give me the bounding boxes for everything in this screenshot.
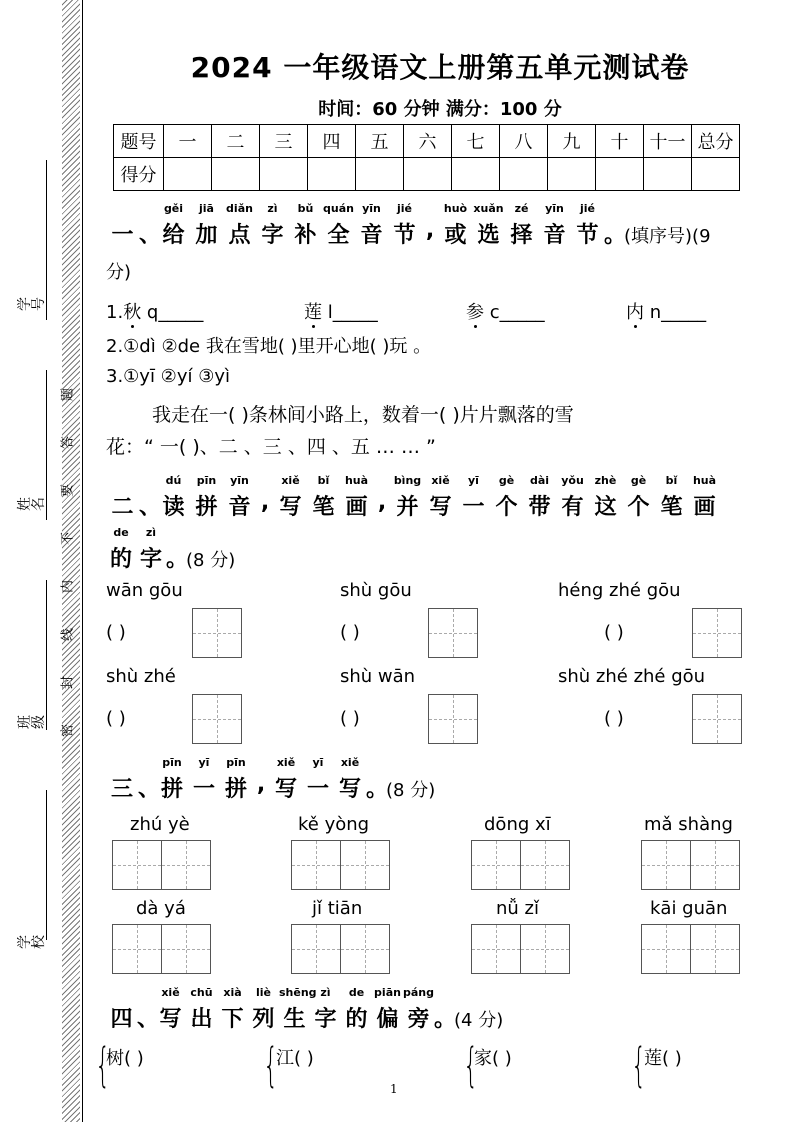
title-char: 一: [462, 495, 485, 520]
title-char: 或: [444, 223, 467, 248]
dotted-char: 秋: [123, 298, 141, 324]
pinyin-annotation: de: [113, 526, 129, 539]
title-char: 旁: [407, 1007, 430, 1032]
radical-item: 树( ): [106, 1048, 144, 1069]
title-tail: (填序号)(9: [624, 226, 711, 247]
title-char: 个: [495, 495, 518, 520]
score-header-cell: 十: [596, 125, 644, 158]
title-char: 拼: [160, 777, 183, 802]
student-id-label: 学号: [17, 297, 47, 311]
title-char: 。: [366, 777, 389, 802]
dotted-char: 内: [626, 298, 644, 324]
paren-blank[interactable]: ( ): [604, 708, 624, 729]
title-char: 、: [137, 1007, 160, 1032]
pinyin-annotation: yǒu: [561, 474, 584, 487]
page-number: 1: [390, 1082, 398, 1096]
brace: {: [95, 1038, 110, 1092]
writing-grid[interactable]: [690, 924, 740, 974]
title-char: 音: [543, 223, 566, 248]
writing-grid[interactable]: [112, 924, 162, 974]
pinyin-annotation: pīn: [196, 474, 217, 487]
title-char: 二: [111, 495, 134, 520]
title-char: 字: [261, 223, 284, 248]
title-char: 。: [434, 1007, 457, 1032]
score-header-cell: 七: [452, 125, 500, 158]
radical-item: 江( ): [276, 1048, 314, 1069]
paren-blank[interactable]: ( ): [340, 622, 360, 643]
pinyin-annotation: gěi: [163, 202, 184, 215]
title-char: 拼: [195, 495, 218, 520]
writing-grid[interactable]: [471, 840, 521, 890]
pinyin-word: kě yòng: [298, 814, 370, 835]
radical-item: 莲( ): [644, 1048, 682, 1069]
radical-item: 家( ): [474, 1048, 512, 1069]
paren-blank[interactable]: ( ): [106, 622, 126, 643]
score-header-cell: 三: [260, 125, 308, 158]
score-cell[interactable]: [548, 158, 596, 191]
score-header-cell: 八: [500, 125, 548, 158]
title-char: 写: [279, 495, 302, 520]
seal-char: 封: [60, 676, 76, 690]
exam-meta: 时间：60 分钟 满分：100 分: [318, 99, 562, 120]
title-char: 。: [166, 547, 189, 572]
pinyin-annotation: xiě: [281, 474, 300, 487]
pinyin-word: kāi guān: [650, 898, 728, 919]
title-char: 选: [477, 223, 500, 248]
writing-grid[interactable]: [192, 694, 242, 744]
title-char: 的: [345, 1007, 368, 1032]
score-cell[interactable]: [644, 158, 692, 191]
score-cell[interactable]: [404, 158, 452, 191]
pinyin-annotation: dài: [529, 474, 550, 487]
writing-grid[interactable]: [161, 924, 211, 974]
title-char: 写: [338, 777, 361, 802]
title-char: 写: [429, 495, 452, 520]
pinyin-annotation: quán: [323, 202, 354, 215]
title-char: 点: [228, 223, 251, 248]
score-cell[interactable]: [260, 158, 308, 191]
s1-q3-line2: 花：“ 一( )、二 、三 、四 、五 … … ”: [106, 436, 436, 458]
title-char: 列: [252, 1007, 275, 1032]
score-header-cell: 五: [356, 125, 404, 158]
writing-grid[interactable]: [291, 924, 341, 974]
school-line: [46, 790, 47, 940]
title-char: 一: [306, 777, 329, 802]
writing-grid[interactable]: [291, 840, 341, 890]
score-header-cell: 题号: [114, 125, 164, 158]
seal-char: 要: [60, 484, 76, 498]
title-char: 字: [314, 1007, 337, 1032]
pinyin-annotation: bìng: [393, 474, 422, 487]
pinyin-annotation: yīn: [230, 474, 249, 487]
pinyin-annotation: yī: [312, 756, 324, 769]
writing-grid[interactable]: [692, 694, 742, 744]
s1-q1-item: 1.秋 q_____: [106, 298, 203, 324]
title-char: 补: [294, 223, 317, 248]
pinyin-annotation: bǔ: [297, 202, 314, 215]
pinyin-annotation: jié: [579, 202, 595, 215]
title-char: 节: [393, 223, 416, 248]
s1-q1-item: 内 n_____: [626, 298, 706, 324]
pinyin-annotation: huò: [443, 202, 468, 215]
pinyin-annotation: xiě: [340, 756, 360, 769]
score-header-cell: 总分: [692, 125, 740, 158]
score-cell[interactable]: [212, 158, 260, 191]
pinyin-word: zhú yè: [130, 814, 190, 835]
pinyin-annotation: yī: [198, 756, 210, 769]
pinyin-annotation: jiā: [199, 202, 214, 215]
pinyin-annotation: xiě: [431, 474, 450, 487]
title-char: 。: [604, 223, 627, 248]
pinyin-annotation: xuǎn: [473, 202, 504, 215]
writing-grid[interactable]: [641, 840, 691, 890]
section-2-title-line2: [106, 526, 406, 576]
title-char: 有: [561, 495, 584, 520]
pinyin-annotation: bǐ: [665, 474, 678, 487]
pinyin-word: dà yá: [136, 898, 186, 919]
stroke-label: wān gōu: [106, 580, 183, 601]
title-char: 并: [396, 495, 419, 520]
title-char: 音: [360, 223, 383, 248]
writing-grid[interactable]: [340, 840, 390, 890]
score-row: [114, 158, 740, 191]
student-id-line: [46, 160, 47, 320]
pinyin-annotation: de: [348, 986, 365, 999]
title-char: 节: [576, 223, 599, 248]
title-char: 画: [693, 495, 716, 520]
pinyin-annotation: xià: [223, 986, 242, 999]
score-cell[interactable]: [692, 158, 740, 191]
title-char: 四: [110, 1007, 133, 1032]
title-char: 、: [139, 223, 162, 248]
dotted-char: 莲: [304, 298, 322, 324]
title-tail: (8 分): [386, 780, 436, 801]
pinyin-annotation: piān: [374, 986, 401, 999]
pinyin-annotation: páng: [403, 986, 435, 999]
title-char: ,: [260, 490, 270, 515]
score-table: [113, 124, 740, 191]
title-char: 给: [162, 223, 185, 248]
title-char: 出: [190, 1007, 213, 1032]
title-char: 下: [221, 1007, 244, 1032]
stroke-label: shù gōu: [340, 580, 412, 601]
pinyin-annotation: xiě: [161, 986, 180, 999]
title-tail: (8 分): [186, 550, 236, 571]
title-char: 择: [510, 223, 533, 248]
title-char: 这: [594, 495, 617, 520]
school-label: 学校: [17, 935, 47, 949]
section-1-title-tail2: 分): [106, 262, 132, 283]
pinyin-annotation: yī: [468, 474, 479, 487]
writing-grid[interactable]: [692, 608, 742, 658]
score-cell[interactable]: [164, 158, 212, 191]
score-cell[interactable]: [356, 158, 404, 191]
score-header-cell: 十一: [644, 125, 692, 158]
title-char: 一: [192, 777, 215, 802]
s1-q1-item: 莲 l_____: [304, 298, 378, 324]
title-char: 笔: [312, 495, 335, 520]
s1-q3-label: 3.①yī ②yí ③yì: [106, 366, 230, 387]
pinyin-annotation: yīn: [545, 202, 564, 215]
writing-grid[interactable]: [428, 694, 478, 744]
writing-grid[interactable]: [520, 840, 570, 890]
paren-blank[interactable]: ( ): [604, 622, 624, 643]
seal-char: 内: [60, 580, 76, 594]
title-char: ,: [425, 218, 435, 243]
title-char: 画: [345, 495, 368, 520]
score-header-cell: 四: [308, 125, 356, 158]
title-char: 加: [195, 223, 218, 248]
title-char: 笔: [660, 495, 683, 520]
score-row-label: 得分: [114, 158, 164, 191]
writing-grid[interactable]: [161, 840, 211, 890]
pinyin-annotation: zì: [267, 202, 278, 215]
stroke-label: shù zhé: [106, 666, 176, 687]
title-char: 、: [138, 777, 161, 802]
score-header-cell: 六: [404, 125, 452, 158]
title-char: 个: [627, 495, 650, 520]
pinyin-annotation: dú: [165, 474, 182, 487]
pinyin-word: dōng xī: [484, 814, 551, 835]
brace: {: [463, 1038, 478, 1092]
pinyin-annotation: gè: [630, 474, 647, 487]
writing-grid[interactable]: [471, 924, 521, 974]
title-char: 读: [162, 495, 185, 520]
seal-char: 密: [60, 724, 76, 738]
paren-blank[interactable]: ( ): [340, 708, 360, 729]
section-1-title: [106, 202, 766, 252]
pinyin-word: nǚ zǐ: [496, 898, 539, 919]
dotted-char: 参: [466, 298, 484, 324]
writing-grid[interactable]: [192, 608, 242, 658]
pinyin-annotation: diǎn: [226, 202, 253, 215]
score-header-row: [114, 125, 740, 158]
pinyin-annotation: zì: [145, 526, 157, 539]
pinyin-annotation: shēng: [279, 986, 317, 999]
title-char: ,: [377, 490, 387, 515]
pinyin-annotation: huà: [692, 474, 717, 487]
seal-char: 答: [60, 436, 76, 450]
pinyin-word: jǐ tiān: [312, 898, 363, 919]
title-char: 、: [139, 495, 162, 520]
title-char: 三: [110, 777, 133, 802]
writing-grid[interactable]: [112, 840, 162, 890]
score-cell[interactable]: [308, 158, 356, 191]
pinyin-annotation: pīn: [226, 756, 246, 769]
s1-q1-item: 参 c_____: [466, 298, 545, 324]
score-header-cell: 九: [548, 125, 596, 158]
title-char: 写: [159, 1007, 182, 1032]
brace: {: [263, 1038, 278, 1092]
brace: {: [631, 1038, 646, 1092]
title-char: 字: [139, 547, 162, 572]
section-3-title: [106, 756, 526, 806]
title-char: 偏: [376, 1007, 399, 1032]
writing-grid[interactable]: [340, 924, 390, 974]
s1-q3-line1: 我走在一( )条林间小路上，数着一( )片片飘落的雪: [152, 404, 574, 426]
section-4-title: [106, 986, 606, 1036]
seal-char: 不: [60, 532, 76, 546]
seal-char: 题: [60, 388, 76, 402]
writing-grid[interactable]: [520, 924, 570, 974]
title-char: 带: [528, 495, 551, 520]
title-char: 一: [111, 223, 134, 248]
class-label: 班级: [17, 715, 47, 729]
class-line: [46, 580, 47, 730]
binding-line: [82, 0, 83, 1122]
s1-q2: 2.①dì ②de 我在雪地( )里开心地( )玩 。: [106, 336, 432, 357]
stroke-label: shù zhé zhé gōu: [558, 666, 706, 687]
title-char: 全: [327, 223, 350, 248]
score-header-cell: 一: [164, 125, 212, 158]
pinyin-annotation: chū: [190, 986, 213, 999]
pinyin-annotation: gè: [498, 474, 515, 487]
score-header-cell: 二: [212, 125, 260, 158]
score-cell[interactable]: [452, 158, 500, 191]
pinyin-annotation: huà: [344, 474, 369, 487]
title-char: 生: [283, 1007, 306, 1032]
pinyin-annotation: yīn: [362, 202, 381, 215]
title-char: ,: [256, 772, 266, 797]
paren-blank[interactable]: ( ): [106, 708, 126, 729]
pinyin-annotation: pīn: [162, 756, 182, 769]
title-char: 音: [228, 495, 251, 520]
pinyin-annotation: liè: [255, 986, 271, 999]
title-tail: (4 分): [454, 1010, 504, 1031]
stroke-label: héng zhé gōu: [558, 580, 681, 601]
name-label: 姓名: [17, 497, 47, 511]
pinyin-annotation: xiě: [276, 756, 296, 769]
writing-grid[interactable]: [428, 608, 478, 658]
title-char: 拼: [224, 777, 247, 802]
pinyin-word: mǎ shàng: [644, 814, 733, 835]
pinyin-annotation: jié: [396, 202, 412, 215]
pinyin-annotation: bǐ: [317, 474, 330, 487]
stroke-label: shù wān: [340, 666, 416, 687]
title-char: 写: [274, 777, 297, 802]
section-2-title: [106, 474, 762, 524]
score-cell[interactable]: [596, 158, 644, 191]
score-cell[interactable]: [500, 158, 548, 191]
title-char: 的: [109, 547, 132, 572]
pinyin-annotation: zhè: [594, 474, 617, 487]
pinyin-annotation: zé: [514, 202, 529, 215]
writing-grid[interactable]: [641, 924, 691, 974]
writing-grid[interactable]: [690, 840, 740, 890]
seal-char: 线: [60, 628, 76, 642]
page-title: 2024 一年级语文上册第五单元测试卷: [190, 51, 690, 84]
binding-hatch: [62, 0, 80, 1122]
pinyin-annotation: zì: [320, 986, 331, 999]
